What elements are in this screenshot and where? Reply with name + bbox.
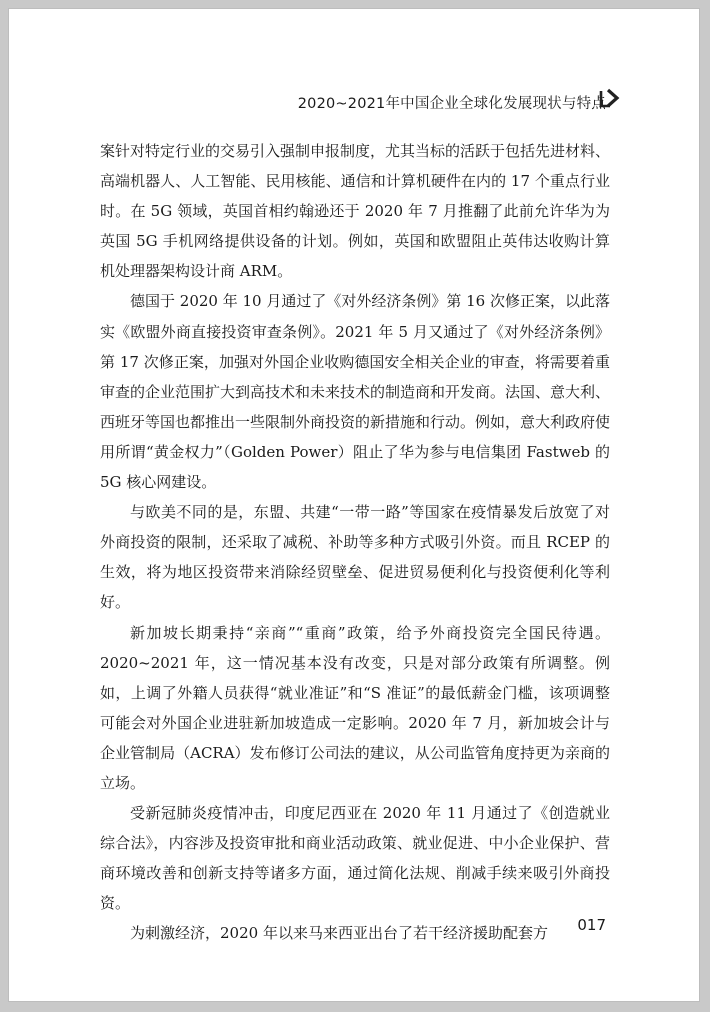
body-text (100, 136, 610, 949)
paragraph-continued: 案针对特定行业的交易引入强制申报制度，尤其当标的活跃于包括先进材料、高端机器人、人工智能、民用核能、通信和计算机硬件在内的 17 个重点行业时。在 5G 领域，英国首相约翰逊还于 2020 年 7 月推翻了此前允许华为为英国 5G 手机网络提供设备的计划。例如，英国和欧盟阻止英伟达收购计算机处理器架构设计商 ARM。 (100, 142, 611, 281)
paragraph-indonesia: 受新冠肺炎疫情冲击，印度尼西亚在 2020 年 11 月通过了《创造就业综合法》，内容涉及投资审批和商业活动政策、就业促进、中小企业保护、营商环境改善和创新支持等诸多方面，通过简化法规、削减手续来吸引外商投资。 (100, 804, 610, 913)
paragraph-germany: 德国于 2020 年 10 月通过了《对外经济条例》第 16 次修正案，以此落实《欧盟外商直接投资审查条例》。2021 年 5 月又通过了《对外经济条例》第 17 次修正案，加强对外国企业收购德国安全相关企业的审查，将需要着重审查的企业范围扩大到高技术和未来技术的制造商和开发商。法国、意大利、西班牙等国也都推出一些限制外商投资的新措施和行动。例如，意大利政府使用所谓“黄金权力”（Golden Power）阻止了华为参与电信集团 Fastweb 的 5G 核心网建设。 (100, 292, 611, 492)
running-head-title: 2020~2021年中国企业全球化发展现状与特点 (297, 96, 606, 112)
chapter-arrow-icon (598, 86, 622, 110)
page-number: 017 (577, 916, 606, 934)
paragraph-malaysia: 为刺激经济，2020 年以来马来西亚出台了若干经济援助配套方 (130, 924, 548, 943)
paragraph-asean: 与欧美不同的是，东盟、共建“一带一路”等国家在疫情暴发后放宽了对外商投资的限制，还采取了减税、补助等多种方式吸引外资。而且 RCEP 的生效，将为地区投资带来消除经贸壁垒、促进贸易便利化与投资便利化等利好。 (100, 503, 610, 612)
paragraph-singapore: 新加坡长期秉持“亲商”“重商”政策，给予外商投资完全国民待遇。2020~2021 年，这一情况基本没有改变，只是对部分政策有所调整。例如，上调了外籍人员获得“就业准证”和“S 准证”的最低薪金门槛，该项调整可能会对外国企业进驻新加坡造成一定影响。2020 年 7 月，新加坡会计与企业管制局（ACRA）发布修订公司法的建议，从公司监管角度持更为亲商的立场。 (100, 623, 610, 792)
